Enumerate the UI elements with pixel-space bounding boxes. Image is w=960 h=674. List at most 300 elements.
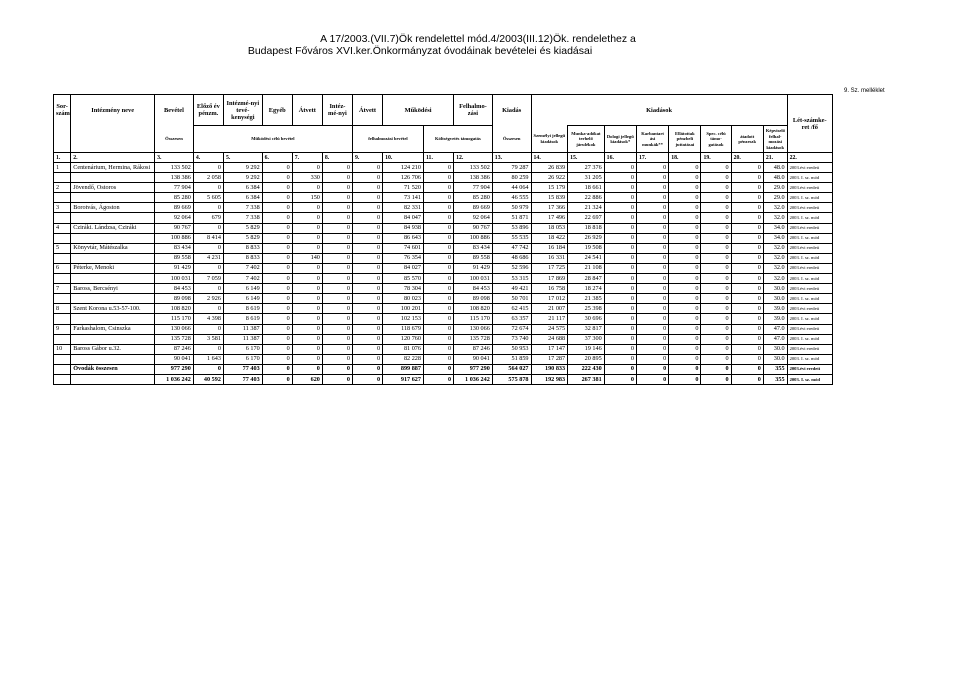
table-cell: 0 [322,263,352,273]
table-cell: 0 [193,263,223,273]
table-cell: 0 [352,193,382,203]
table-cell: 0 [352,263,382,273]
table-cell: 6 170 [223,354,262,364]
table-cell: 0 [604,364,636,374]
col-header-mukodesi-celu: Működési célú bevétel [193,126,352,153]
table-row [54,344,833,354]
table-cell: 0 [352,344,382,354]
table-cell: 0 [352,223,382,233]
row-number: 5 [54,243,71,253]
institution-name [71,173,155,183]
institution-name: Jövendő, Ostoros [71,183,155,193]
table-cell: 16 184 [531,243,568,253]
institution-name [71,314,155,324]
plan-version: 2003.évi eredeti [787,163,832,173]
table-cell: 0 [731,374,763,384]
table-cell: 0 [352,274,382,284]
table-cell: 84 938 [383,223,424,233]
table-cell: 0 [193,203,223,213]
plan-version: 2003.évi eredeti [787,243,832,253]
table-cell: 19 146 [568,344,605,354]
table-cell: 190 833 [531,364,568,374]
table-cell: 0 [322,253,352,263]
table-cell: 47.0 [763,324,787,334]
table-cell: 20 895 [568,354,605,364]
table-cell: 0 [669,263,701,273]
table-cell: 0 [731,163,763,173]
column-number-row [54,153,833,163]
table-cell: 0 [352,253,382,263]
table-cell: 0 [669,354,701,364]
table-cell: 108 820 [155,304,194,314]
table-cell: 0 [423,203,453,213]
table-cell: 15 179 [531,183,568,193]
institution-name [71,233,155,243]
table-cell: 0 [322,344,352,354]
table-cell: 6 170 [223,344,262,354]
table-cell: 46 555 [492,193,531,203]
table-cell: 0 [423,304,453,314]
table-cell: 0 [322,173,352,183]
table-cell: 16 331 [531,253,568,263]
table-cell: 18 818 [568,223,605,233]
table-cell: 0 [604,354,636,364]
table-cell: 0 [636,253,668,263]
table-cell: 84 047 [383,213,424,223]
col-header-kiadas: Kiadás [492,95,531,126]
annex-label: 9. Sz. melléklet [844,88,885,94]
table-cell: 0 [731,274,763,284]
table-cell: 51 859 [492,354,531,364]
table-cell: 0 [701,263,731,273]
table-cell: 86 643 [383,233,424,243]
table-cell: 21 007 [531,304,568,314]
table-cell: 0 [604,374,636,384]
table-cell: 0 [604,274,636,284]
plan-version: 2003. I. sz. mód [787,274,832,284]
table-cell: 92 064 [454,213,493,223]
table-cell: 48.0 [763,163,787,173]
table-cell: 100 886 [155,233,194,243]
table-cell: 0 [292,344,322,354]
institution-name: Szent Korona u.53-57-100. [71,304,155,314]
table-row [54,354,833,364]
table-cell: 30 696 [568,314,605,324]
table-cell: 32.0 [763,203,787,213]
table-cell: 0 [262,253,292,263]
row-number: 8 [54,304,71,314]
table-cell: 89 098 [454,294,493,304]
table-cell: 91 429 [454,263,493,273]
table-cell: 5 605 [193,193,223,203]
table-cell: 0 [292,223,322,233]
table-cell: 222 430 [568,364,605,374]
table-row [54,284,833,294]
table-cell: 89 558 [155,253,194,263]
table-row [54,314,833,324]
table-cell: 0 [262,233,292,243]
table-cell: 0 [604,334,636,344]
table-cell: 0 [604,294,636,304]
table-cell: 0 [669,304,701,314]
table-cell: 0 [423,253,453,263]
table-cell: 0 [669,203,701,213]
table-cell: 0 [604,233,636,243]
table-cell: 53 315 [492,274,531,284]
col-header-szemelyi: Személyi jellegű kiadások [531,126,568,153]
row-number [54,364,71,374]
table-cell: 17 287 [531,354,568,364]
institution-name: Baross, Bercsényi [71,284,155,294]
table-cell: 0 [731,243,763,253]
table-cell: 32.0 [763,253,787,263]
table-cell: 0 [322,304,352,314]
table-cell: 0 [292,183,322,193]
table-cell: 7 338 [223,203,262,213]
institution-name: Cziráki. Lándzsa, Cziráki [71,223,155,233]
table-cell: 0 [262,324,292,334]
table-cell: 0 [352,203,382,213]
plan-version: 2003. I. sz. mód [787,314,832,324]
table-cell: 0 [423,334,453,344]
table-cell: 0 [604,314,636,324]
table-row [54,223,833,233]
col-header-kiadasok: Kiadások [531,95,787,126]
table-cell: 135 728 [454,334,493,344]
table-cell: 4 398 [193,314,223,324]
table-cell: 0 [669,344,701,354]
table-cell: 0 [423,193,453,203]
table-cell: 0 [292,304,322,314]
table-cell: 100 201 [383,304,424,314]
col-header-osszesen1: Összesen [155,126,194,153]
plan-version: 2003.évi eredeti [787,263,832,273]
table-cell: 0 [292,243,322,253]
table-cell: 77 904 [155,183,194,193]
row-number [54,374,71,384]
plan-version: 2003.évi eredeti [787,183,832,193]
column-number: 11. [423,153,453,163]
col-header-letszamkeret: Lét-számke-ret /fő [787,95,832,153]
column-number: 21. [763,153,787,163]
table-cell: 39.0 [763,304,787,314]
table-cell: 0 [322,364,352,374]
table-row [54,203,833,213]
row-number [54,334,71,344]
table-cell: 8 619 [223,314,262,324]
table-cell: 100 886 [454,233,493,243]
table-cell: 0 [352,294,382,304]
table-cell: 0 [701,243,731,253]
table-cell: 7 402 [223,274,262,284]
table-cell: 0 [701,213,731,223]
table-cell: 135 728 [155,334,194,344]
col-header-kepviselo: Képviselő felhal-mozási kiadások [763,126,787,153]
col-header-mukodesi: Működési [383,95,454,126]
column-number: 19. [701,153,731,163]
table-cell: 8 833 [223,253,262,263]
table-cell: 0 [701,324,731,334]
table-cell: 124 210 [383,163,424,173]
table-cell: 0 [604,203,636,213]
column-number: 15. [568,153,605,163]
col-header-atvett2: Átvett [352,95,382,126]
table-cell: 133 502 [155,163,194,173]
table-cell: 0 [322,354,352,364]
table-cell: 0 [731,344,763,354]
table-cell: 29.0 [763,183,787,193]
table-cell: 37 300 [568,334,605,344]
institution-name [71,334,155,344]
table-row [54,324,833,334]
table-cell: 0 [636,213,668,223]
plan-version: 2003.évi eredeti [787,304,832,314]
row-number [54,354,71,364]
table-cell: 133 502 [454,163,493,173]
table-cell: 0 [701,304,731,314]
table-cell: 5 829 [223,223,262,233]
table-row [54,374,833,384]
table-cell: 0 [423,324,453,334]
table-body [54,163,833,385]
table-cell: 82 331 [383,203,424,213]
table-cell: 15 839 [531,193,568,203]
table-row [54,233,833,243]
table-cell: 82 228 [383,354,424,364]
table-cell: 80 259 [492,173,531,183]
table-cell: 84 453 [155,284,194,294]
table-cell: 18 661 [568,183,605,193]
col-header-bevetel: Bevétel [155,95,194,126]
table-cell: 0 [423,183,453,193]
table-cell: 24 541 [568,253,605,263]
table-cell: 0 [669,173,701,183]
table-cell: 0 [322,223,352,233]
row-number [54,274,71,284]
table-cell: 0 [604,183,636,193]
table-cell: 0 [669,183,701,193]
table-cell: 44 064 [492,183,531,193]
table-cell: 3 581 [193,334,223,344]
table-cell: 0 [423,213,453,223]
table-cell: 0 [604,173,636,183]
table-cell: 0 [701,334,731,344]
col-header-intezmenyi2: Intéz-mé-nyi [322,95,352,126]
table-cell: 100 031 [454,274,493,284]
table-cell: 0 [352,354,382,364]
column-number: 9. [352,153,382,163]
table-cell: 6 384 [223,193,262,203]
table-cell: 24 688 [531,334,568,344]
table-cell: 40 592 [193,374,223,384]
table-cell: 0 [701,193,731,203]
table-cell: 1 036 242 [155,374,194,384]
table-cell: 0 [262,213,292,223]
table-cell: 0 [669,324,701,334]
row-number: 4 [54,223,71,233]
table-cell: 26 839 [531,163,568,173]
table-cell: 0 [193,304,223,314]
table-cell: 0 [292,213,322,223]
table-cell: 0 [636,263,668,273]
col-header-spec: Spec. célú támo-gatások [701,126,731,153]
table-cell: 51 871 [492,213,531,223]
table-cell: 0 [636,344,668,354]
column-number: 10. [383,153,424,163]
table-cell: 73 141 [383,193,424,203]
plan-version: 2003.évi eredeti [787,324,832,334]
table-cell: 0 [636,354,668,364]
table-cell: 0 [636,233,668,243]
table-cell: 32 817 [568,324,605,334]
table-row [54,304,833,314]
table-cell: 34.0 [763,223,787,233]
table-cell: 0 [701,163,731,173]
table-cell: 84 027 [383,263,424,273]
plan-version: 2003. I. sz. mód [787,374,832,384]
column-number: 5. [223,153,262,163]
table-cell: 0 [604,243,636,253]
table-cell: 0 [423,163,453,173]
table-row [54,274,833,284]
table-row [54,334,833,344]
table-cell: 0 [701,284,731,294]
table-cell: 53 896 [492,223,531,233]
table-cell: 0 [636,334,668,344]
table-cell: 28 847 [568,274,605,284]
row-number: 6 [54,263,71,273]
table-cell: 48 686 [492,253,531,263]
plan-version: 2003.évi eredeti [787,203,832,213]
row-number [54,193,71,203]
table-cell: 0 [701,374,731,384]
table-cell: 32.0 [763,263,787,273]
table-cell: 0 [636,193,668,203]
table-cell: 0 [701,314,731,324]
col-header-intezmenyi: Intézmé-nyi tevé-kenységi [223,95,262,126]
column-number: 6. [262,153,292,163]
table-cell: 0 [731,314,763,324]
table-cell: 0 [604,253,636,263]
table-cell: 90 767 [454,223,493,233]
institution-name: Baross Gábor u.32. [71,344,155,354]
table-cell: 18 053 [531,223,568,233]
table-cell: 100 031 [155,274,194,284]
table-row [54,364,833,374]
table-cell: 39.0 [763,314,787,324]
column-number: 20. [731,153,763,163]
table-cell: 115 170 [155,314,194,324]
plan-version: 2003. I. sz. mód [787,173,832,183]
col-header-intezmeny: Intézmény neve [71,95,155,126]
table-cell: 0 [322,203,352,213]
table-cell: 0 [636,314,668,324]
table-cell: 0 [262,183,292,193]
institution-name [71,294,155,304]
table-cell: 0 [604,223,636,233]
table-cell: 25 398 [568,304,605,314]
institution-name [71,193,155,203]
table-cell: 29.0 [763,193,787,203]
table-cell: 55 535 [492,233,531,243]
table-cell: 0 [352,324,382,334]
table-cell: 0 [292,314,322,324]
table-cell: 977 290 [155,364,194,374]
institution-name: Centenárium, Hermina, Rákosi [71,163,155,173]
row-number [54,314,71,324]
table-cell: 0 [636,284,668,294]
table-cell: 0 [352,304,382,314]
table-cell: 0 [731,304,763,314]
table-cell: 0 [352,364,382,374]
table-cell: 0 [352,163,382,173]
table-cell: 90 041 [155,354,194,364]
table-cell: 87 246 [155,344,194,354]
table-cell: 0 [322,334,352,344]
table-cell: 0 [292,364,322,374]
table-cell: 8 833 [223,243,262,253]
table-cell: 0 [322,294,352,304]
table-cell: 0 [262,173,292,183]
table-cell: 73 740 [492,334,531,344]
col-header-osszesen2: Összesen [492,126,531,153]
table-cell: 0 [292,354,322,364]
table-cell: 0 [669,163,701,173]
table-cell: 17 869 [531,274,568,284]
table-cell: 0 [636,304,668,314]
table-cell: 0 [193,243,223,253]
table-cell: 78 304 [383,284,424,294]
table-cell: 76 354 [383,253,424,263]
table-cell: 0 [731,294,763,304]
table-cell: 48.0 [763,173,787,183]
table-row [54,294,833,304]
table-cell: 32.0 [763,243,787,253]
table-cell: 620 [292,374,322,384]
table-cell: 150 [292,193,322,203]
table-cell: 0 [352,243,382,253]
institution-name: Borotvás, Ágoston [71,203,155,213]
table-cell: 0 [352,183,382,193]
table-cell: 0 [322,183,352,193]
table-cell: 330 [292,173,322,183]
table-cell: 0 [322,314,352,324]
table-cell: 1 036 242 [454,374,493,384]
institution-name: Óvodák összesen [71,364,155,374]
table-cell: 27 376 [568,163,605,173]
table-cell: 77 403 [223,364,262,374]
plan-version: 2003. I. sz. mód [787,334,832,344]
table-cell: 0 [669,294,701,304]
table-cell: 0 [322,233,352,243]
table-cell: 6 384 [223,183,262,193]
table-cell: 899 887 [383,364,424,374]
plan-version: 2003. I. sz. mód [787,193,832,203]
table-cell: 0 [731,284,763,294]
table-cell: 0 [423,354,453,364]
table-cell: 90 767 [155,223,194,233]
table-cell: 0 [352,334,382,344]
table-cell: 0 [636,163,668,173]
table-cell: 92 064 [155,213,194,223]
table-cell: 91 429 [155,263,194,273]
header-row-1 [54,95,833,126]
col-header-ellatottak: Ellátottak pénzbeli juttatásai [669,126,701,153]
table-cell: 0 [701,173,731,183]
table-cell: 0 [262,284,292,294]
table-cell: 0 [604,163,636,173]
table-cell: 0 [262,364,292,374]
